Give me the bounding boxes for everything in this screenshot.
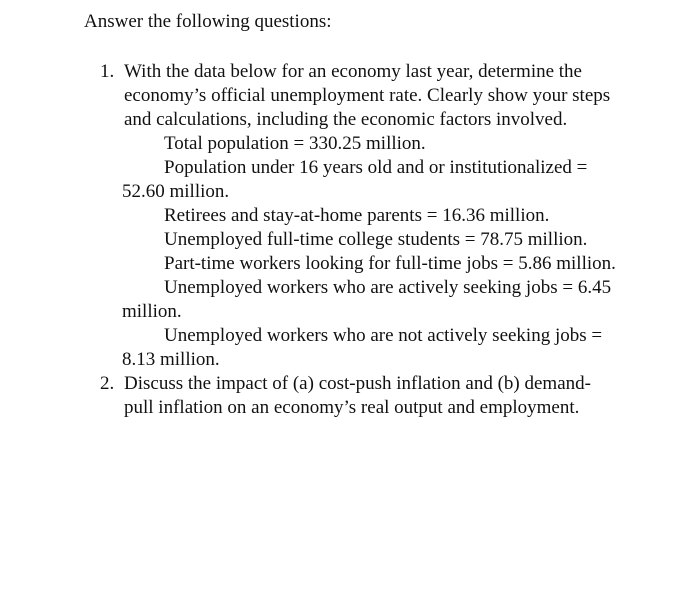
data-line-college-students: Unemployed full-time college students = 78.75 million.: [164, 229, 588, 250]
data-line-total-population: Total population = 330.25 million.: [164, 133, 426, 154]
question-2-number: 2.: [100, 373, 115, 394]
question-1-text: With the data below for an economy last year, determine the economy’s official unemployment rate. Clearly show your steps and calculations, including the economic factors involved.: [124, 61, 611, 130]
question-list: [100, 60, 620, 420]
data-line-not-actively-seeking: Unemployed workers who are not actively seeking jobs = 8.13 million.: [122, 325, 603, 370]
question-2-text: Discuss the impact of (a) cost-push inflation and (b) demand-pull inflation on an economy’s real output and employment.: [124, 373, 591, 418]
data-line-actively-seeking: Unemployed workers who are actively seeking jobs = 6.45 million.: [122, 277, 612, 322]
question-2: [100, 372, 620, 420]
data-line-under-16-institutionalized: Population under 16 years old and or institutionalized = 52.60 million.: [122, 157, 588, 202]
data-line-retirees-parents: Retirees and stay-at-home parents = 16.36 million.: [164, 205, 550, 226]
question-1-number: 1.: [100, 61, 115, 82]
question-1: [100, 60, 620, 372]
question-1-data: [122, 132, 620, 372]
page-heading: Answer the following questions:: [84, 11, 332, 32]
data-line-part-time-workers: Part-time workers looking for full-time jobs = 5.86 million.: [164, 253, 616, 274]
